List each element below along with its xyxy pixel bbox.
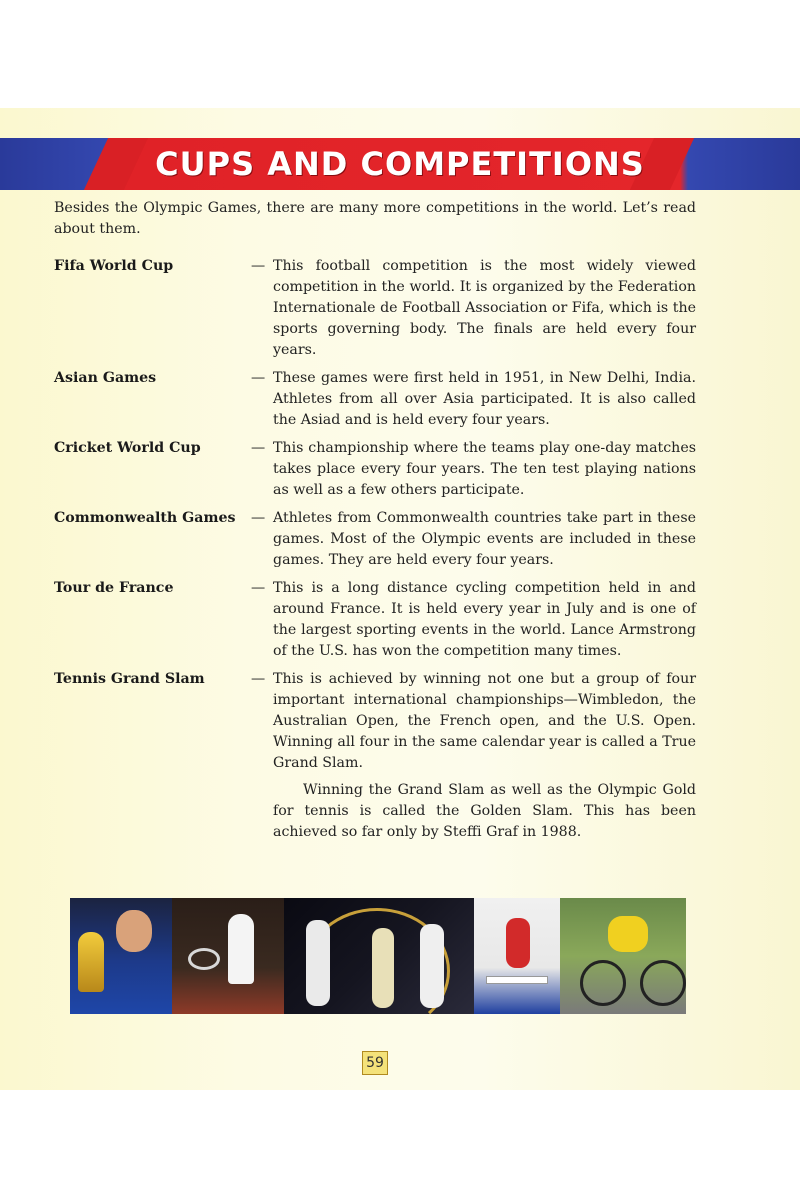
entry-term: Tennis Grand Slam <box>54 671 205 687</box>
entry-description-text: This is achieved by winning not one but a group of four important international championships—Wimbledon, the Australian Open, the French open, and the U.S. Open. Winning all four in the same calendar year is called a True Grand Slam. <box>273 671 696 771</box>
entry-term: Tour de France <box>54 580 174 596</box>
photo-tennis-player <box>172 898 284 1014</box>
entry-cricket-world-cup <box>54 438 696 501</box>
entry-description: These games were first held in 1951, in New Delhi, India. Athletes from all over Asia participated. It is also called the Asiad and is held every four years. <box>273 370 696 428</box>
page-title: CUPS AND COMPETITIONS <box>155 145 645 183</box>
golden-slam-paragraph: Winning the Grand Slam as well as the Olympic Gold for tennis is called the Golden Slam. This has been achieved so far only by Steffi Graf in 1988. <box>273 782 696 840</box>
title-banner <box>0 138 800 190</box>
bicycle-wheel-icon <box>580 960 626 1006</box>
entry-term: Asian Games <box>54 370 157 386</box>
entry-dash: — <box>251 510 266 526</box>
photo-football-trophy <box>70 898 172 1014</box>
player-figure <box>228 914 254 984</box>
entry-description <box>273 669 696 843</box>
racket-icon <box>188 948 220 970</box>
photo-cricket-players <box>284 898 474 1014</box>
entry-dash: — <box>251 671 266 687</box>
entry-dash: — <box>251 440 266 456</box>
entry-commonwealth-games <box>54 508 696 571</box>
photo-cyclist <box>560 898 686 1014</box>
intro-text: Besides the Olympic Games, there are many more competitions in the world. Let’s read about them. <box>54 200 696 237</box>
entry-dash: — <box>251 258 266 274</box>
player-figure <box>420 924 444 1008</box>
entry-asian-games <box>54 368 696 431</box>
entry-term: Commonwealth Games <box>54 510 236 526</box>
player-figure <box>306 920 330 1006</box>
entry-term: Cricket World Cup <box>54 440 201 456</box>
entry-description: This is a long distance cycling competition held in and around France. It is held every year in July and is one of the largest sporting events in the world. Lance Armstrong of the U.S. has won the competition many times. <box>273 580 696 659</box>
trophy-icon <box>78 932 104 992</box>
hurdle-icon <box>486 976 548 984</box>
entry-description: This championship where the teams play one-day matches takes place every four years. The ten test playing nations as well as a few others participate. <box>273 440 696 498</box>
entry-dash: — <box>251 580 266 596</box>
content-area <box>54 198 696 850</box>
book-page <box>0 108 800 1090</box>
photo-hurdler <box>474 898 560 1014</box>
player-figure <box>608 916 648 952</box>
page-number: 59 <box>362 1051 388 1075</box>
entry-tour-de-france <box>54 578 696 662</box>
sports-photo-strip <box>70 898 686 1014</box>
bicycle-wheel-icon <box>640 960 686 1006</box>
player-figure <box>116 910 152 952</box>
entry-fifa-world-cup <box>54 256 696 361</box>
player-figure <box>372 928 394 1008</box>
entry-tennis-grand-slam <box>54 669 696 843</box>
entry-term: Fifa World Cup <box>54 258 174 274</box>
player-figure <box>506 918 530 968</box>
entry-description: Athletes from Commonwealth countries take part in these games. Most of the Olympic events are included in these games. They are held every four years. <box>273 510 696 568</box>
entry-dash: — <box>251 370 266 386</box>
entry-description: This football competition is the most widely viewed competition in the world. It is organized by the Federation Internationale de Football Association or Fifa, which is the sports governing body. The finals are held every four years. <box>273 258 696 358</box>
